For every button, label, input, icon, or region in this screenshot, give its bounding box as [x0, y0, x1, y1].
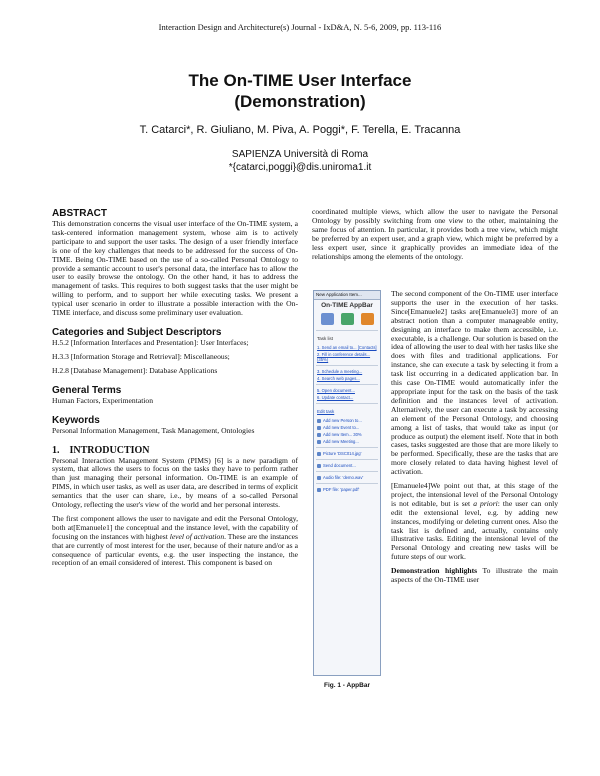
appbar-settings-icon — [361, 313, 374, 325]
keywords-heading: Keywords — [52, 414, 100, 426]
right-column-body — [391, 290, 558, 585]
category-2: H.3.3 [Information Storage and Retrieval]: Miscellaneous; — [52, 351, 230, 361]
right-paragraph-1: The second component of the On-TIME user interface supports the user in the execution of her tasks. Since[Emanuele2] tasks are[Emanuele3] more of an abstract notion than a computer manageable entity, designing an interface to make them accessible, i.e. executable, is a challenge. Our solution is based on the idea of allowing the user to deal with her tasks like she does with files and traditional applications. For instance, she can execute a task by selecting it from a task list occurring in a dedicated application bar. In this case On-TIME would automatically infer the appropriate input for the task on the basis of the task definition and the instances level of activation. Alternatively, the user can execute a task by accessing an element of the Personal Ontology, and choosing among a list of tasks, that would take as input (or produce as output) the element itself. Note that in both cases, tasks suggested are those that are more likely to be performed. Specifically, these are the tasks that are more closely related to data having highest level of activation. — [391, 289, 558, 477]
paper-title — [0, 70, 600, 112]
affiliation-block — [0, 148, 600, 174]
appbar-home-icon — [321, 313, 334, 325]
appbar-item: Add new Item... 30% — [317, 432, 377, 437]
running-head: Interaction Design and Architecture(s) Journal - IxD&A, N. 5-6, 2009, pp. 113-116 — [158, 22, 442, 32]
appbar-titlebar: New Application Item... — [314, 291, 380, 300]
item-icon — [317, 476, 321, 480]
email: *{catarci,poggi}@dis.uniroma1.it — [228, 162, 372, 173]
item-icon — [317, 426, 321, 430]
appbar-item: Add new Meeting... — [317, 439, 377, 444]
item-icon — [317, 488, 321, 492]
appbar-figure — [313, 290, 381, 676]
appbar-toolbar — [314, 311, 380, 327]
intro-p2-emphasis: level of activation — [169, 531, 225, 541]
item-icon — [317, 464, 321, 468]
title-line-2: (Demonstration) — [234, 92, 366, 111]
appbar-task-line: 6. Update contact... — [317, 395, 354, 400]
keywords-text: Personal Information Management, Task Management, Ontologies — [52, 425, 255, 435]
appbar-item: Picture 'DSC014.jpg' — [317, 451, 377, 456]
right-paragraph-3: Demonstration highlights To illustrate the main aspects of the On-TIME user — [391, 566, 558, 585]
item-icon — [317, 433, 321, 437]
highlights-label: Demonstration highlights — [391, 566, 478, 576]
appbar-name: On-TIME AppBar — [321, 302, 373, 309]
appbar-task-list-label: Task list — [317, 336, 334, 341]
introduction-heading: 1. INTRODUCTION — [52, 444, 150, 456]
appbar-refresh-icon — [341, 313, 354, 325]
appbar-task-line: 4. Search web pages... — [317, 376, 360, 381]
item-icon — [317, 419, 321, 423]
appbar-item: Send document... — [317, 463, 377, 468]
appbar-task-line: 2. Fill in conference details... (35%) — [317, 352, 371, 362]
intro-paragraph-2 — [52, 515, 298, 568]
intro-p2-start: The first component allows the user to navigate and edit the Personal Ontology, both at[Emanuele1] the conceptual and the instance level, with the capability of focusing on the instances with highest — [52, 513, 298, 541]
appbar-item: PDF file: 'paper.pdf' — [317, 487, 377, 492]
category-3: H.2.8 [Database Management]: Database Applications — [52, 365, 218, 375]
appbar-item: Audio file: 'demo.wav' — [317, 475, 377, 480]
appbar-task-line: 1. Send an email to... [Contacts] — [317, 345, 377, 350]
affiliation: SAPIENZA Università di Roma — [231, 149, 369, 160]
item-icon — [317, 452, 321, 456]
right-column-top — [312, 208, 558, 261]
appbar-edit-label: Edit task — [317, 409, 335, 414]
right-p2-emphasis: a priori — [473, 498, 498, 508]
abstract-heading: ABSTRACT — [52, 208, 107, 219]
appbar-task-line: 3. Schedule a meeting... — [317, 369, 363, 374]
left-column — [52, 208, 298, 568]
appbar-item: Add new Event to... — [317, 425, 377, 430]
categories-heading: Categories and Subject Descriptors — [52, 326, 222, 338]
title-line-1: The On-TIME User Interface — [188, 71, 412, 90]
appbar-item: Add new Person to... — [317, 418, 377, 423]
authors: T. Catarci*, R. Giuliano, M. Piva, A. Poggi*, F. Terella, E. Tracanna — [139, 124, 461, 136]
intro-paragraph-1: Personal Interaction Management System (PIMS) [6] is a new paradigm of system, that allows the users to focus on the tasks they have to perform rather than just managing their personal information. On-TIME is an example of PIMS, in which user tasks, as well as user data, are described in terms of explicit semantics that the user can share, i.e., by means of a so-called Personal Ontology, reflecting the user's view of the world and her personal interests. — [52, 455, 298, 510]
appbar-task-line: 5. Open document... — [317, 388, 355, 393]
category-1: H.5.2 [Information Interfaces and Presentation]: User Interfaces; — [52, 337, 249, 347]
abstract-text: This demonstration concerns the visual user interface of the On-TIME system, a task-centered information management system, whose aim is to actively participate to and support the user tasks. The design of a user friendly interface is one of the key challenges that needs to be addressed for the success of On-TIME. Being On-TIME based on the use of a so-called Personal Ontology to provide a semantic account to user's personal data, the interface has to allow the user to easily browse the ontology. On the other hand, it has to address the management of tasks. This requires to both suggest tasks that the user might be willing to perform, and to support her while executing tasks. We present a typical user scenario in order to illustrate a possible interaction with the On-TIME interface, and discuss some preliminary user evaluation. — [52, 219, 298, 318]
right-paragraph-2: [Emanuele4]We point out that, at this stage of the project, the intensional level of the Personal Ontology is not editable, but is set a priori: the user can only edit the extensional level, e.g. by adding new instances, modifying or deleting current ones. Also the task list is defined and, actually, contains only illustrative tasks. Editing the intensional level of the Personal Ontology and creating new tasks will be future steps of our work. — [391, 481, 559, 562]
figure-caption: Fig. 1 - AppBar — [324, 682, 370, 689]
item-icon — [317, 440, 321, 444]
terms-heading: General Terms — [52, 384, 122, 396]
intro-p2-end: . These are the instances that are currently of most interest for the user, because of their nature and/or as a consequence of particular events, e.g. the user inspecting the instance, the reception of an email considered of interest. This component is based on — [52, 531, 299, 568]
right-top-paragraph: coordinated multiple views, which allow the user to navigate the Personal Ontology by possibly switching from one view to the other, maintaining the same focus of attention. In particular, it provides both a tree view, which might be preferred by an expert user, and a graph view, which might be preferred by a less expert user, since it graphically provides an immediate idea of the relationships among the elements of the ontology. — [312, 207, 558, 261]
terms-text: Human Factors, Experimentation — [52, 395, 154, 405]
